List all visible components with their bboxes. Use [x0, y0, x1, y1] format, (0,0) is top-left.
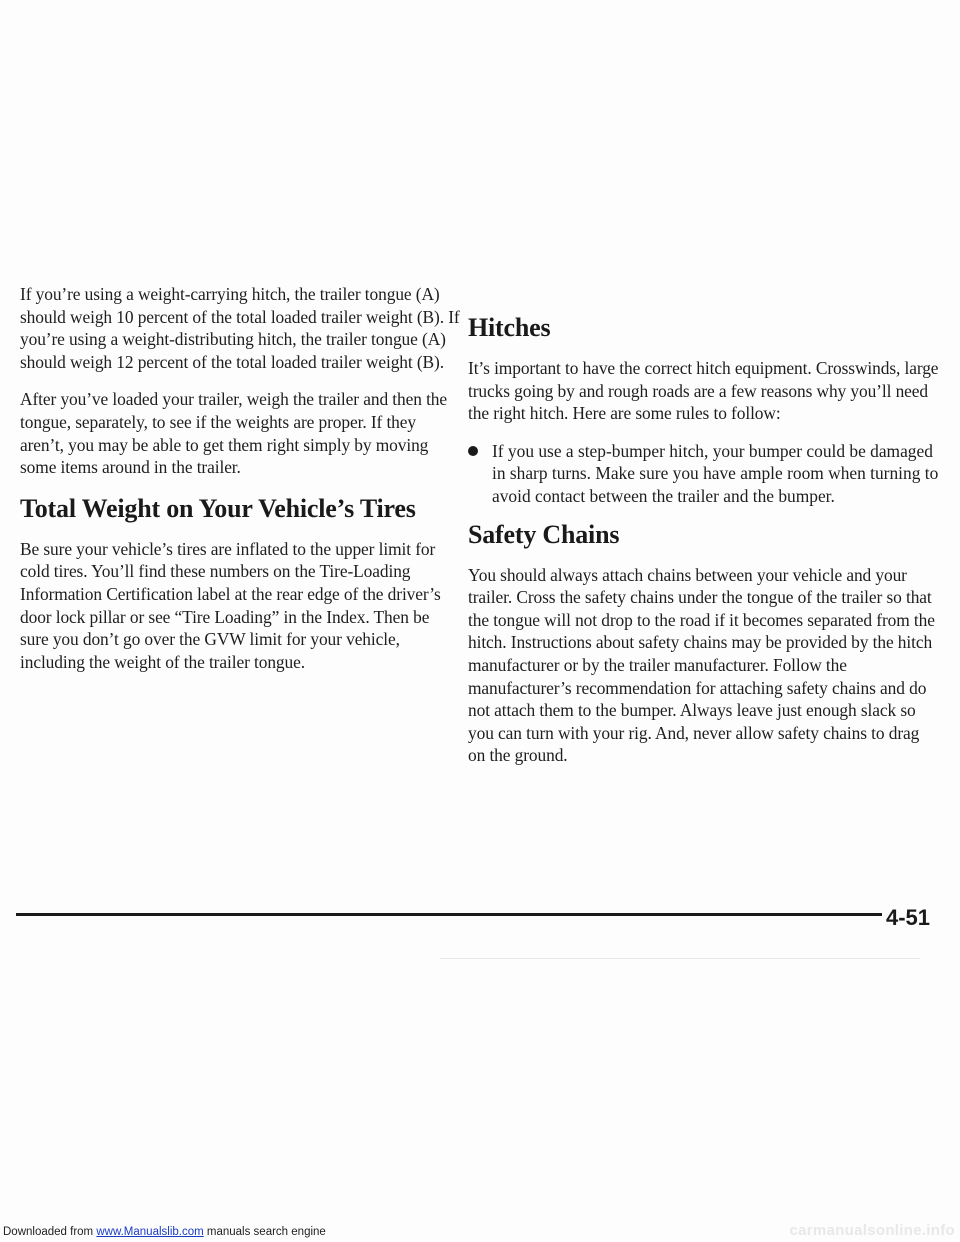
- paragraph-hitches: It’s important to have the correct hitch equipment. Crosswinds, large trucks going by and rough roads are a few reasons why you’ll need the right hitch. Here are some rules to follow:: [468, 358, 939, 424]
- bullet-text: If you use a step-bumper hitch, your bumper could be damaged in sharp turns. Make sure you have ample room when turning to avoid contact between the trailer and the bumper.: [492, 440, 939, 506]
- heading-safety-chains: Safety Chains: [468, 519, 620, 549]
- heading-hitches: Hitches: [468, 313, 551, 342]
- paragraph-safety-chains: You should always attach chains between your vehicle and your trailer. Cross the safety chains under the tongue of the trailer so that the tongue will not drop to the road if it becomes separated from the hitch. Instructions about safety chains may be provided by the hitch manufacturer or by the trailer manufacturer. Follow the manufacturer’s recommendation for attaching safety chains and do not attach them to the bumper. Always leave just enough slack so you can turn with your rig. And, never allow safety chains to drag on the ground.: [468, 564, 935, 766]
- paragraph-tongue-weight: If you’re using a weight-carrying hitch, the trailer tongue (A) should weigh 10 percent of the total loaded trailer weight (B). If you’re using a weight-distributing hitch, the trailer tongue (A) should weigh 12 percent of the total loaded trailer weight (B).: [20, 284, 460, 372]
- page-number: 4-51: [886, 905, 931, 930]
- download-footer: [3, 1226, 326, 1238]
- right-column: [468, 283, 940, 782]
- bullet-icon: [468, 446, 478, 456]
- heading-total-weight: Total Weight on Your Vehicle’s Tires: [20, 493, 416, 523]
- footer-prefix: Downloaded from: [3, 1226, 97, 1238]
- paragraph-weigh-trailer: After you’ve loaded your trailer, weigh the trailer and then the tongue, separately, to see if the weights are proper. If they aren’t, you may be able to get them right simply by moving some items around in the trailer.: [20, 389, 448, 478]
- list-item: [468, 440, 940, 508]
- faint-divider: [440, 958, 920, 959]
- paragraph-tire-inflation: Be sure your vehicle’s tires are inflated to the upper limit for cold tires. You’ll find these numbers on the Tire-Loading Information Certification label at the rear edge of the driver’s door lock pillar or see “Tire Loading” in the Index. Then be sure you don’t go over the GVW limit for your vehicle, including the weight of the trailer tongue.: [20, 538, 441, 672]
- watermark: carmanualsonline.info: [789, 1222, 955, 1239]
- bullet-list: [468, 440, 940, 508]
- footer-suffix: manuals search engine: [203, 1226, 326, 1238]
- manualslib-link[interactable]: www.Manualslib.com: [96, 1226, 204, 1238]
- page-divider: [16, 913, 882, 916]
- left-column: [20, 283, 460, 688]
